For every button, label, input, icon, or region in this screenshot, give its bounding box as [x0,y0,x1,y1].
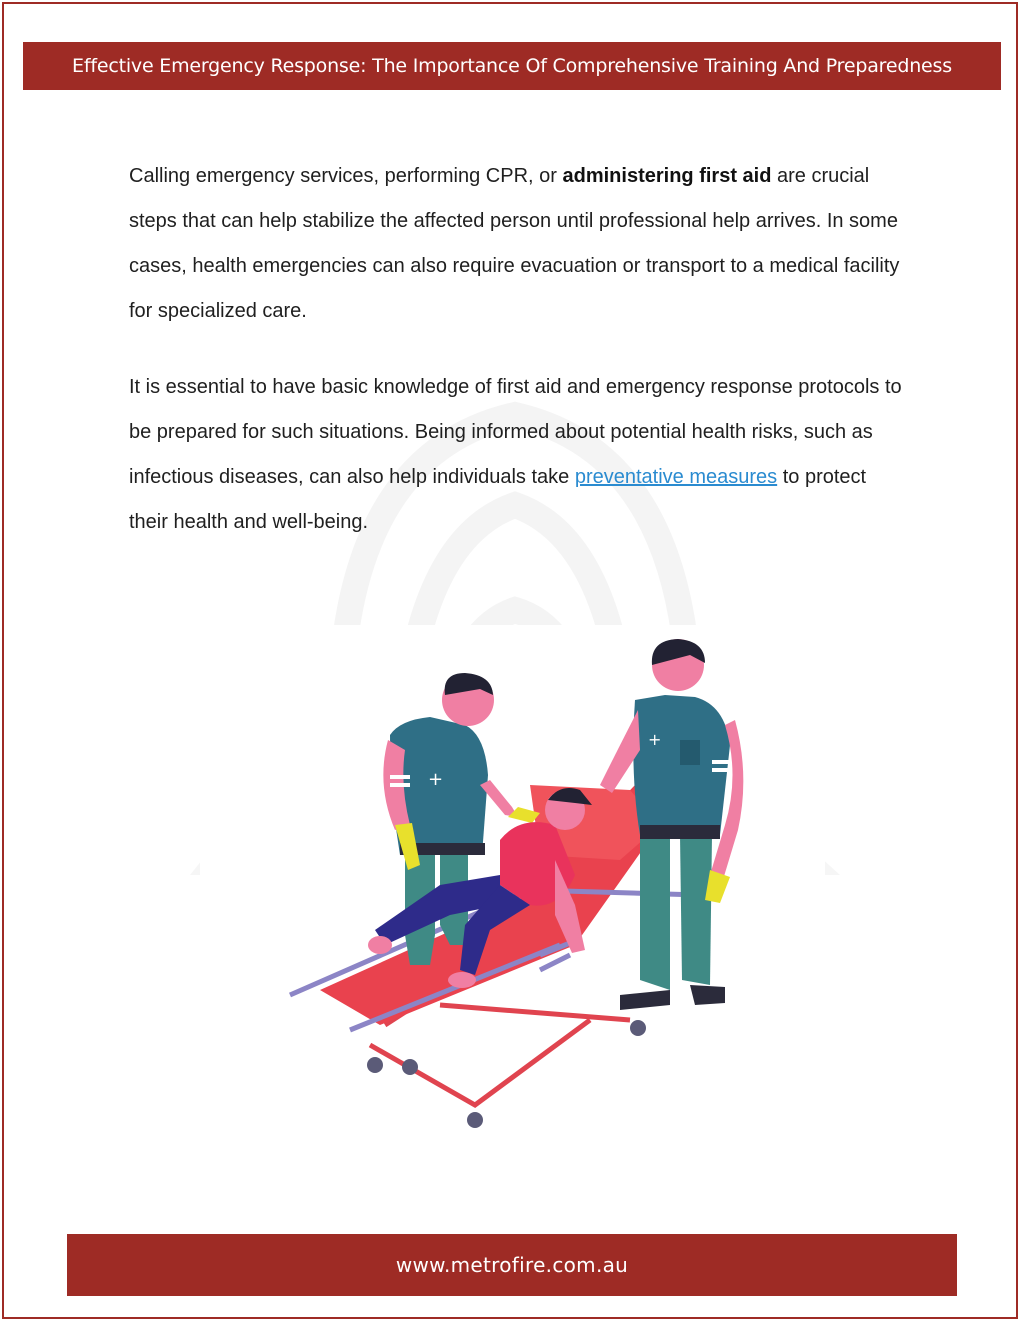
svg-text:+: + [428,769,444,790]
body-text [129,154,909,545]
paragraph-1 [129,154,909,334]
paragraph-2-end: to protect their health and well-being. [129,466,867,533]
paragraph-2 [129,365,909,545]
svg-text:+: + [648,730,662,749]
footer-bar [67,1234,957,1296]
paragraph-1-start: Calling emergency services, performing CPR, or [129,165,563,187]
first-aid-emphasis: administering first aid [562,165,772,187]
stretcher-wheels [367,1020,646,1128]
website-url[interactable]: www.metrofire.com.au [395,1253,629,1277]
page-title: Effective Emergency Response: The Importance Of Comprehensive Training And Preparedness [72,55,952,77]
header-bar [23,42,1001,90]
paragraph-1-end: are crucial steps that can help stabilize the affected person until professional help arrives. In some cases, health emergencies can also require evacuation or transport to a medical facility for specialized care. [129,165,900,322]
preventative-measures-link[interactable]: preventative measures [574,466,778,488]
paragraph-2-start: It is essential to have basic knowledge of first aid and emergency response protocols to be prepared for such situations. Being informed about potential health risks, such as infectious diseases, can also help individuals take [129,376,902,488]
paramedics-stretcher-illustration [200,625,825,1140]
